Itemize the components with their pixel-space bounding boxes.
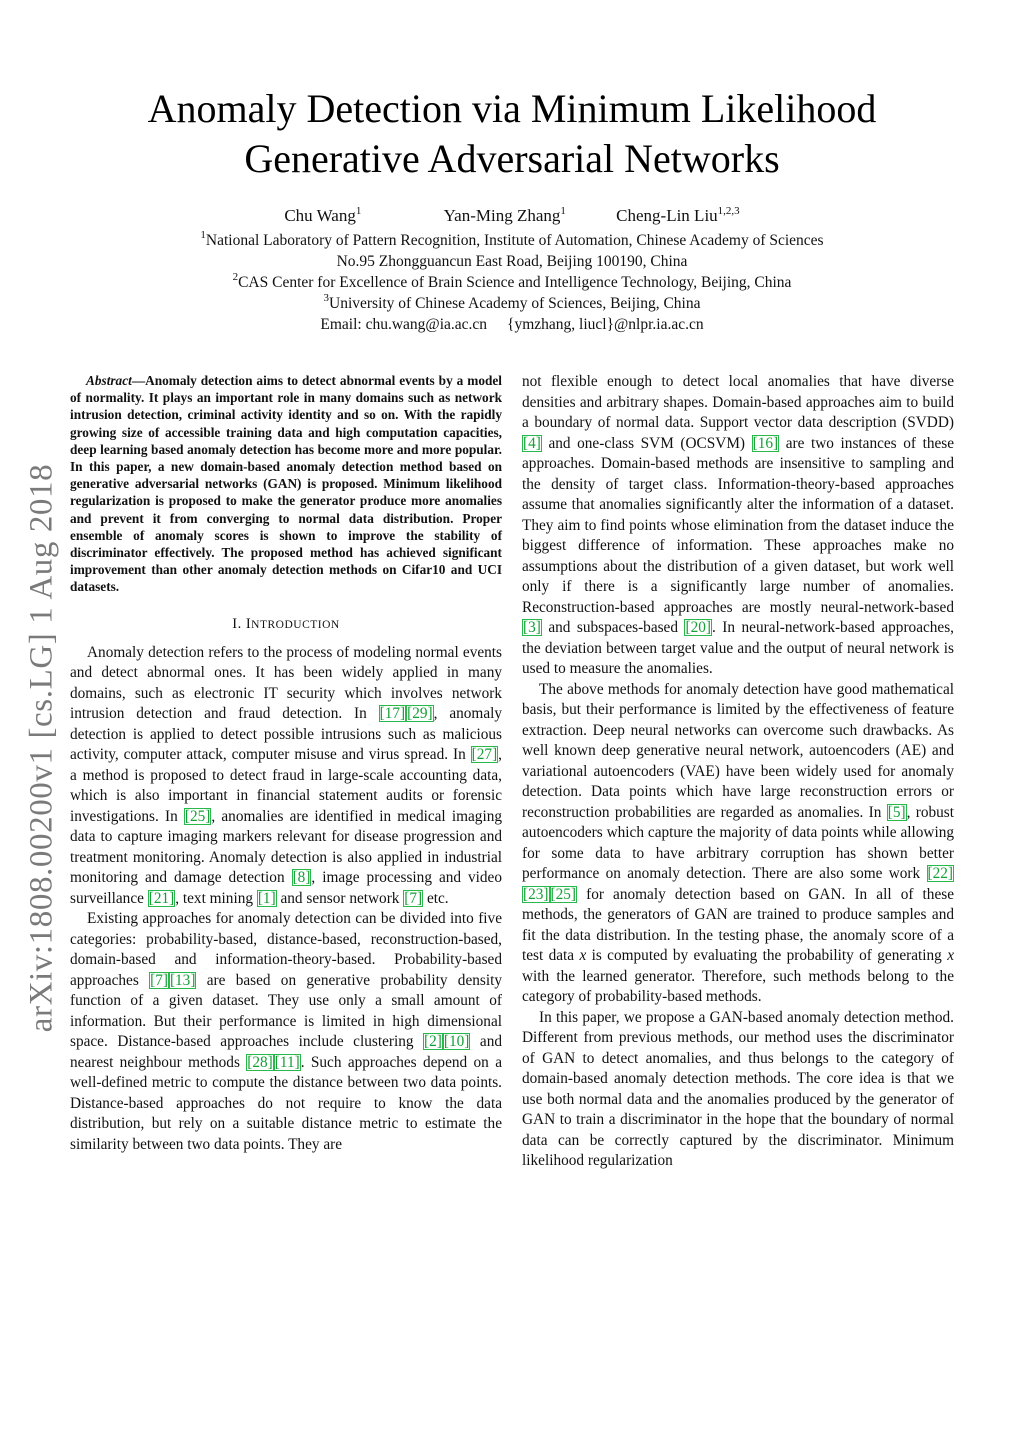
intro-paragraph-2: Existing approaches for anomaly detection can be divided into five categories: probability-based, distance-based, reconstruction-based, domain-based and information-theory-based. Probability-based approaches [7] [13] are based on generative probability density function of a given dataset. They use only a small amount of information. But their performance is limited in high dimensional space. Distance-based approaches include clustering [2] [10] and nearest neighbour methods [28] [11]. Such approaches depend on a well-defined metric to compute the distance between two data points. Distance-based approaches do not require to know the data distribution, but rely on a suitable distance metric to estimate the similarity between two data points. They are [70,910,502,1153]
citation-link[interactable]: [22] [927,865,953,882]
citation-link[interactable]: [28] [247,1053,273,1071]
author-3: Cheng-Lin Liu$^{1,2,3}$ [616,205,740,225]
citation-link[interactable]: [2] [424,1033,442,1051]
citation-link[interactable]: [21] [148,889,175,907]
citation-link[interactable]: [7] [150,971,168,989]
citation-link[interactable]: [20] [685,619,711,636]
affiliation-1-address: No.95 Zhongguancun East Road, Beijing 100190, China [336,253,688,270]
citation-link[interactable]: [4] [523,434,541,452]
intro-paragraph-1: Anomaly detection refers to the process of modeling normal events and detect abnormal ones. It has been widely applied in many domains, such as electronic IT security which involves network intrusion detection and fraud detection. In [17] [29], anomaly detection is applied to detect possible intrusions such as malicious activity, computer attack, computer misuse and virus spread. In [27], a method is proposed to detect fraud in large-scale accounting data, which is also important in financial statement audits or forensic investigations. In [25], anomalies are identified in medical imaging data to capture imaging markers relevant for disease progression and treatment monitoring. Anomaly detection is also applied in industrial monitoring and damage detection [8], image processing and video surveillance [21], text mining [1] and sensor network [7] etc. [70,643,503,907]
abstract: Abstract—Anomaly detection aims to detect abnormal events by a model of normality. It plays an important role in many domains such as network intrusion detection, criminal activity identity and so on. With the rapidly growing size of accessible training data and high computation capacities, deep learning based anomaly detection has become more and more popular. In this paper, a new domain-based anomaly detection method based on generative adversarial networks (GAN) is proposed. Minimum likelihood regularization is proposed to make the generator produce more anomalies and prevent it from converging to normal data distribution. Proper ensemble of anomaly scores is shown to improve the stability of discriminator effectively. The proposed method has achieved significant improvement than other anomaly detection methods on Cifar10 and UCI datasets. [70,373,502,595]
author-list [0,206,1024,226]
citation-link[interactable]: [5] [887,803,906,821]
left-column [70,372,502,1155]
section-heading-introduction: I. INTRODUCTION [232,615,340,632]
author-1: Chu Wang$^1$ [284,205,362,225]
citation-link[interactable]: [10] [443,1033,470,1051]
citation-link[interactable]: [3] [523,619,541,636]
citation-link[interactable]: [16] [752,434,779,452]
title-line-2: Generative Adversarial Networks [244,136,780,181]
math-x: x [947,947,954,964]
citation-link[interactable]: [8] [292,869,311,887]
math-x: x [579,947,587,964]
intro-paragraph-4: In this paper, we propose a GAN-based anomaly detection method. Different from previous methods, our method uses the discriminator of GAN to detect anomalies, and thus belongs to the category of domain-based anomaly detection methods. The core idea is that we use both normal data and the anomalies produced by the generator of GAN to train a discriminator in the hope that the boundary of normal data can be correctly captured by the discriminator. Minimum likelihood regularization [522,1008,954,1169]
right-column [522,372,954,1172]
citation-link[interactable]: [7] [404,889,423,907]
paper-title [0,84,1024,184]
affiliations [0,230,1024,335]
citation-link[interactable]: [11] [274,1053,300,1071]
citation-link[interactable]: [1] [257,889,276,907]
affiliation-1: $^1$National Laboratory of Pattern Recognition, Institute of Automation, Chinese Academy of Sciences [200,229,824,249]
affiliation-3: $^3$University of Chinese Academy of Sciences, Beijing, China [323,292,701,312]
citation-link[interactable]: [27] [471,746,498,764]
citation-link[interactable]: [29] [407,705,433,723]
intro-paragraph-2-continued: not flexible enough to detect local anomalies that have diverse densities and arbitrary shapes. Domain-based approaches aim to build a boundary of normal data. Support vector data description (SVDD) [4] and one-class SVM (OCSVM) [16] are two instances of these approaches. Domain-based methods are insensitive to sampling and the density of target class. Information-theory-based approaches assume that anomalies significantly alter the information of a dataset. They aim to find points whose elimination from the dataset induce the biggest difference of information. These approaches make no assumptions about the distribution of a given dataset, but work well only if there is a significantly large number of anomalies. Reconstruction-based approaches are mostly neural-network-based [3] and subspaces-based [20]. In neural-network-based approaches, the deviation between target value and the output of neural network is used to measure the anomalies. [522,373,955,677]
citation-link[interactable]: [17] [379,705,406,723]
arxiv-stamp: arXiv:1808.00200v1 [cs.LG] 1 Aug 2018 [23,463,60,1033]
citation-link[interactable]: [23] [523,885,549,903]
citation-link[interactable]: [13] [169,971,196,989]
intro-paragraph-3: The above methods for anomaly detection have good mathematical basis, but their performance is limited by the effectiveness of feature extraction. Deep neural networks can overcome such drawbacks. As well known deep generative neural network, autoencoders (AE) and variational autoencoders (VAE) have been widely used for anomaly detection. Data points which have large reconstruction errors or reconstruction probabilities are regarded as anomalies. In [5], robust autoencoders which capture the majority of data points while allowing for some data to have arbitrary corruption has shown better performance on anomaly detection. There are also some work [22][23] [25] for anomaly detection based on GAN. In all of these methods, the generators of GAN are trained to produce samples and fit the data distribution. In the testing phase, the anomaly score of a test data x is computed by evaluating the probability of generating x with the learned generator. Therefore, such methods belong to the category of probability-based methods. [522,680,954,1005]
email-line: Email: chu.wang@ia.ac.cn {ymzhang, liucl}@nlpr.ia.ac.cn [320,316,704,333]
title-line-1: Anomaly Detection via Minimum Likelihood [147,86,877,131]
affiliation-2: $^2$CAS Center for Excellence of Brain Science and Intelligence Technology, Beijing, China [232,271,792,291]
citation-link[interactable]: [25] [550,885,576,903]
author-2: Yan-Ming Zhang$^1$ [443,205,566,225]
citation-link[interactable]: [25] [184,807,211,825]
